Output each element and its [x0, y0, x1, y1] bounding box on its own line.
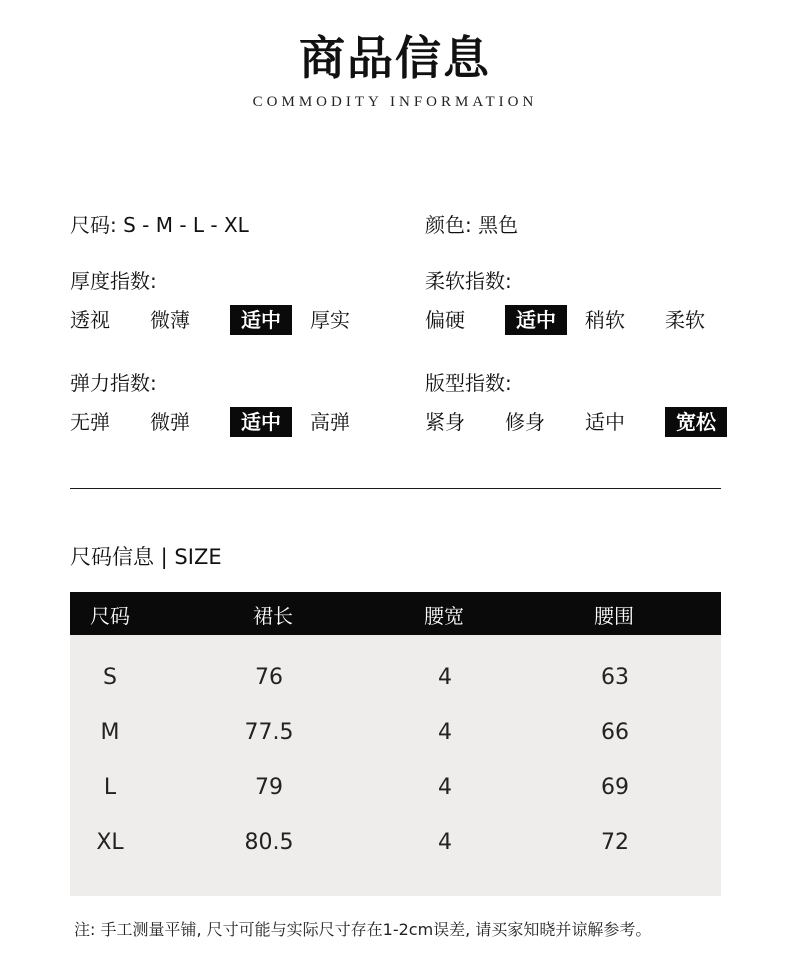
cell-waist: 72 [601, 830, 629, 855]
size-section-title: 尺码信息 | SIZE [70, 545, 222, 569]
softness-option: 适中 [505, 305, 567, 335]
cell-size: XL [96, 830, 124, 855]
thickness-option: 厚实 [310, 308, 350, 332]
page-subtitle: COMMODITY INFORMATION [252, 94, 538, 110]
thickness-label: 厚度指数: [70, 269, 157, 293]
fit-option: 修身 [505, 410, 545, 434]
cell-length: 79 [255, 775, 283, 800]
thickness-option: 微薄 [150, 308, 190, 332]
elasticity-option: 适中 [230, 407, 292, 437]
thickness-option: 适中 [230, 305, 292, 335]
cell-size: S [103, 665, 117, 690]
cell-waist: 63 [601, 665, 629, 690]
fit-options [425, 407, 745, 437]
thickness-options [70, 305, 390, 335]
softness-option: 偏硬 [425, 308, 465, 332]
elasticity-label: 弹力指数: [70, 371, 157, 395]
cell-length: 76 [255, 665, 283, 690]
measurement-note: 注: 手工测量平铺, 尺寸可能与实际尺寸存在1-2cm误差, 请买家知晓并谅解参考。 [74, 920, 652, 939]
fit-option: 紧身 [425, 410, 465, 434]
cell-waist: 69 [601, 775, 629, 800]
elasticity-option: 微弹 [150, 410, 190, 434]
size-table-body [70, 635, 721, 896]
elasticity-options [70, 407, 390, 437]
cell-waist: 66 [601, 720, 629, 745]
size-attribute: 尺码: S - M - L - XL [70, 213, 249, 237]
softness-options [425, 305, 745, 335]
cell-size: L [103, 775, 117, 800]
elasticity-option: 无弹 [70, 410, 110, 434]
section-divider [70, 488, 721, 489]
color-attribute: 颜色: 黑色 [425, 213, 519, 237]
header-waist: 腰围 [594, 604, 634, 628]
size-table-header [70, 592, 721, 635]
fit-option: 适中 [585, 410, 625, 434]
thickness-option: 透视 [70, 308, 110, 332]
header-length: 裙长 [253, 604, 293, 628]
header-size: 尺码 [90, 604, 130, 628]
cell-waist-width: 4 [438, 830, 452, 855]
table-row [70, 775, 721, 805]
softness-option: 柔软 [665, 308, 705, 332]
cell-length: 77.5 [244, 720, 294, 745]
softness-option: 稍软 [585, 308, 625, 332]
softness-label: 柔软指数: [425, 269, 512, 293]
cell-size: M [100, 720, 120, 745]
table-row [70, 830, 721, 860]
cell-waist-width: 4 [438, 775, 452, 800]
cell-waist-width: 4 [438, 665, 452, 690]
table-row [70, 665, 721, 695]
header-waist-width: 腰宽 [424, 604, 464, 628]
table-row [70, 720, 721, 750]
elasticity-option: 高弹 [310, 410, 350, 434]
fit-option: 宽松 [665, 407, 727, 437]
fit-label: 版型指数: [425, 371, 512, 395]
cell-waist-width: 4 [438, 720, 452, 745]
page-title: 商品信息 [299, 31, 491, 85]
cell-length: 80.5 [244, 830, 294, 855]
